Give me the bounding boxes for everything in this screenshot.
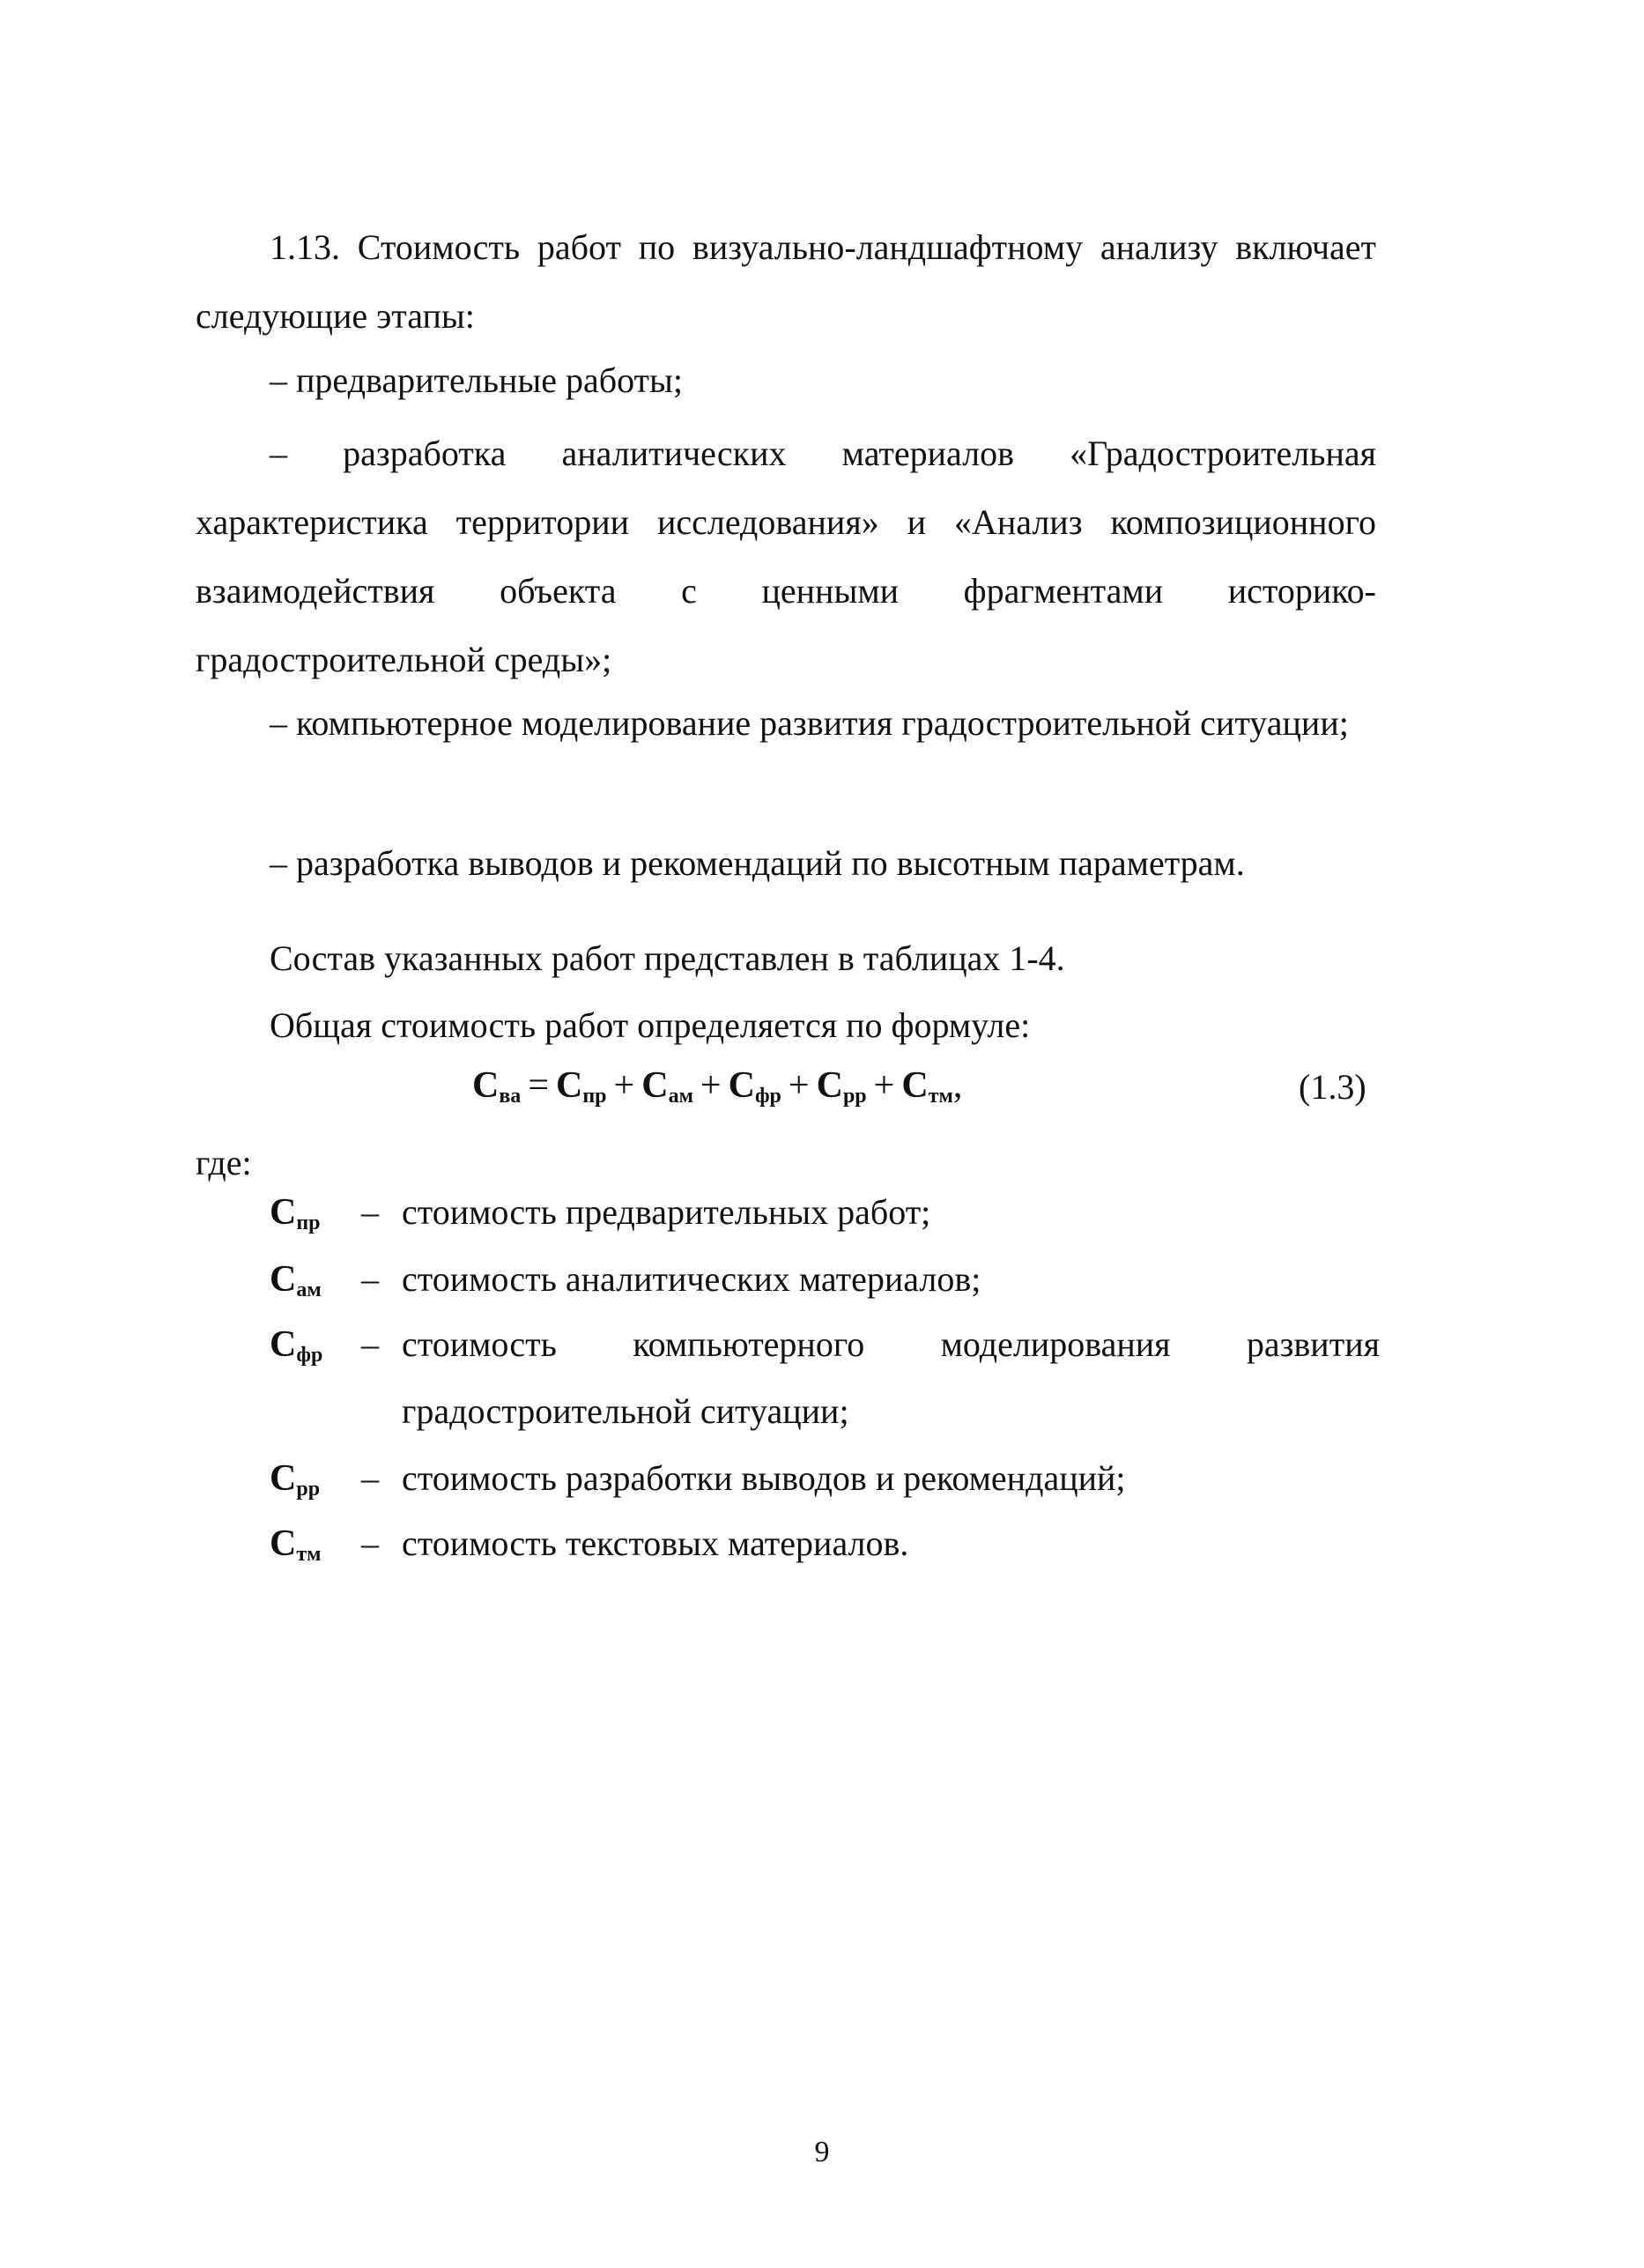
where-label: где: [196,1143,252,1182]
definition-text: стоимость аналитических материалов; [402,1259,981,1299]
stage-item-3: – компьютерное моделирование развития градостроительной ситуации; [270,703,1349,743]
definition-text: стоимость компьютерного моделирования развития градостроительной ситуации; [402,1324,1380,1431]
definition-dash: – [361,1259,379,1299]
stage-item-2: – разработка аналитических материалов «Градостроительная характеристика территории исследования» и «Анализ композиционного взаимодействия объекта с ценными фрагментами историко-градостроительной среды»; [196,434,1376,679]
definition-symbol: $С_{рр}$ [270,1458,321,1501]
definition-symbol: $С_{тм}$ [270,1523,322,1566]
stage-item-1: – предварительные работы; [270,360,684,400]
definition-dash: – [361,1523,379,1563]
definition-dash: – [361,1324,379,1364]
composition-text: Состав указанных работ представлен в таблицах 1-4. [270,938,1065,978]
definition-dash: – [361,1192,379,1232]
definition-text: стоимость текстовых материалов. [402,1523,909,1563]
page-number: 9 [814,2136,830,2168]
definition-symbol: $С_{пр}$ [270,1192,321,1234]
definition-symbol: $С_{ам}$ [270,1259,322,1301]
stage-item-4: – разработка выводов и рекомендаций по высотным параметрам. [270,843,1245,883]
formula-intro: Общая стоимость работ определяется по формуле: [270,1005,1031,1045]
definition-dash: – [361,1458,379,1498]
cost-formula: $С_{ва} = С_{пр} + С_{ам} + С_{фр} + С_{рр} + С_{тм}$, [472,1065,963,1108]
definition-symbol: $С_{фр}$ [270,1324,323,1367]
definition-text: стоимость разработки выводов и рекомендаций; [402,1458,1126,1498]
paragraph-intro: 1.13. Стоимость работ по визуально-ландшафтному анализу включает следующие этапы: [196,227,1376,336]
definition-text: стоимость предварительных работ; [402,1192,931,1232]
equation-number: (1.3) [1299,1067,1366,1107]
